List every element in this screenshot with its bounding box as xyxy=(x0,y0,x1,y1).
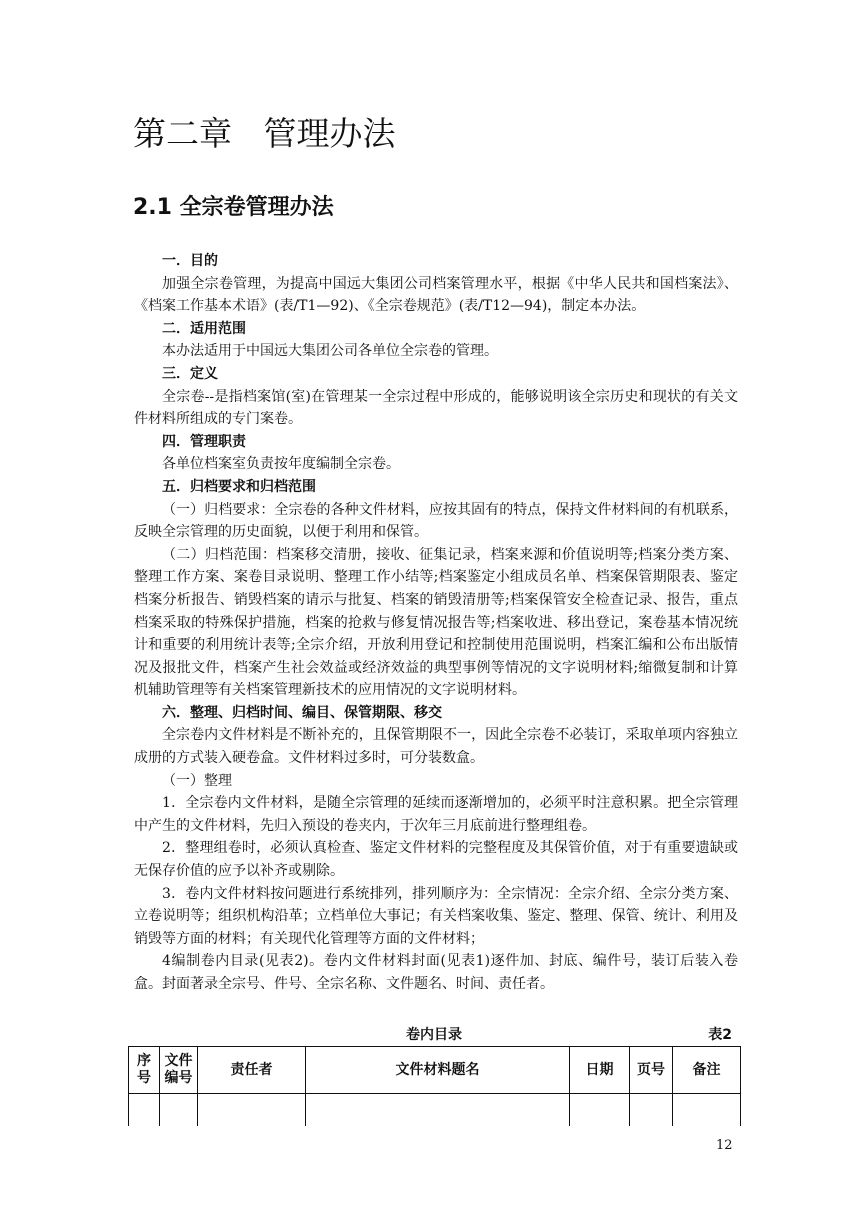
heading-definition: 三．定义 xyxy=(162,365,218,382)
heading-responsibility: 四．管理职责 xyxy=(162,433,246,450)
paragraph: （一）整理 xyxy=(162,772,232,789)
paragraph: （一）归档要求：全宗卷的各种文件材料，应按其固有的特点，保持文件材料间的有机联系，反映全宗管理的历史面貌，以便于利用和保管。 xyxy=(134,501,738,541)
column-header: 责任者 xyxy=(198,1047,306,1094)
volume-contents-table xyxy=(128,1046,741,1126)
paragraph: 1．全宗卷内文件材料，是随全宗管理的延续而逐渐增加的，必须平时注意积累。把全宗管理中产生的文件材料，先归入预设的卷夹内，于次年三月底前进行整理组卷。 xyxy=(134,795,738,834)
document-body xyxy=(134,250,738,996)
column-header: 页号 xyxy=(630,1047,673,1094)
heading-purpose: 一．目的 xyxy=(162,253,218,269)
column-header: 文件材料题名 xyxy=(306,1047,570,1094)
table-title: 卷内目录 xyxy=(406,1027,462,1043)
table-cell xyxy=(129,1094,160,1127)
table-row xyxy=(129,1094,741,1127)
section-title: 2.1 全宗卷管理办法 xyxy=(133,195,334,220)
table-cell xyxy=(673,1094,741,1127)
paragraph: 3．卷内文件材料按问题进行系统排列，排列顺序为：全宗情况：全宗介绍、全宗分类方案、立卷说明等；组织机构沿革；立档单位大事记；有关档案收集、鉴定、整理、保管、统计、利用及销毁等方面的材料；有关现代化管理等方面的文件材料； xyxy=(134,885,738,947)
heading-scope: 二．适用范围 xyxy=(162,320,246,337)
column-header: 备注 xyxy=(673,1047,741,1094)
table-number: 表2 xyxy=(708,1027,732,1043)
table-cell xyxy=(160,1094,198,1127)
table-cell xyxy=(570,1094,630,1127)
paragraph: 4编制卷内目录(见表2)。卷内文件材料封面(见表1)逐件加、封底、编件号，装订后装入卷盒。封面著录全宗号、件号、全宗名称、文件题名、时间、责任者。 xyxy=(134,953,738,992)
table-caption xyxy=(128,1024,740,1046)
paragraph: 各单位档案室负责按年度编制全宗卷。 xyxy=(162,456,400,473)
column-header: 日期 xyxy=(570,1047,630,1094)
paragraph: 本办法适用于中国远大集团公司各单位全宗卷的管理。 xyxy=(162,343,498,360)
page-number: 12 xyxy=(716,1138,733,1153)
paragraph: 全宗卷内文件材料是不断补充的，且保管期限不一，因此全宗卷不必装订，采取单项内容独立成册的方式装入硬卷盒。文件材料过多时，可分装数盒。 xyxy=(134,727,738,767)
column-header: 序号 xyxy=(129,1047,160,1094)
heading-filing-requirements: 五．归档要求和归档范围 xyxy=(162,478,316,495)
paragraph: 加强全宗卷管理，为提高中国远大集团公司档案管理水平，根据《中华人民共和国档案法》、《档案工作基本术语》(表/T1—92)、《全宗卷规范》(表/T12—94)，制定本办法。 xyxy=(134,275,738,315)
table-cell xyxy=(306,1094,570,1127)
paragraph: 全宗卷--是指档案馆(室)在管理某一全宗过程中形成的，能够说明该全宗历史和现状的有关文件材料所组成的专门案卷。 xyxy=(134,388,738,428)
chapter-title: 第二章 管理办法 xyxy=(133,114,396,153)
table-header-row xyxy=(129,1047,741,1094)
column-header: 文件编号 xyxy=(160,1047,198,1094)
heading-organization: 六．整理、归档时间、编目、保管期限、移交 xyxy=(162,704,442,721)
paragraph: 2．整理组卷时，必须认真检查、鉴定文件材料的完整程度及其保管价值，对于有重要遗缺或无保存价值的应予以补齐或剔除。 xyxy=(134,840,738,880)
table-cell xyxy=(630,1094,673,1127)
table-cell xyxy=(198,1094,306,1127)
paragraph: （二）归档范围：档案移交清册，接收、征集记录，档案来源和价值说明等;档案分类方案、整理工作方案、案卷目录说明、整理工作小结等;档案鉴定小组成员名单、档案保管期限表、鉴定档案分析报告、销毁档案的请示与批复、档案的销毁清册等;档案保管安全检查记录、报告，重点档案采取的特殊保护措施，档案的抢救与修复情况报告等;档案收进、移出登记，案卷基本情况统计和重要的利用统计表等;全宗介绍，开放利用登记和控制使用范围说明，档案汇编和公布出版情况及报批文件，档案产生社会效益或经济效益的典型事例等情况的文字说明材料;缩微复制和计算机辅助管理等有关档案管理新技术的应用情况的文字说明材料。 xyxy=(134,546,738,699)
